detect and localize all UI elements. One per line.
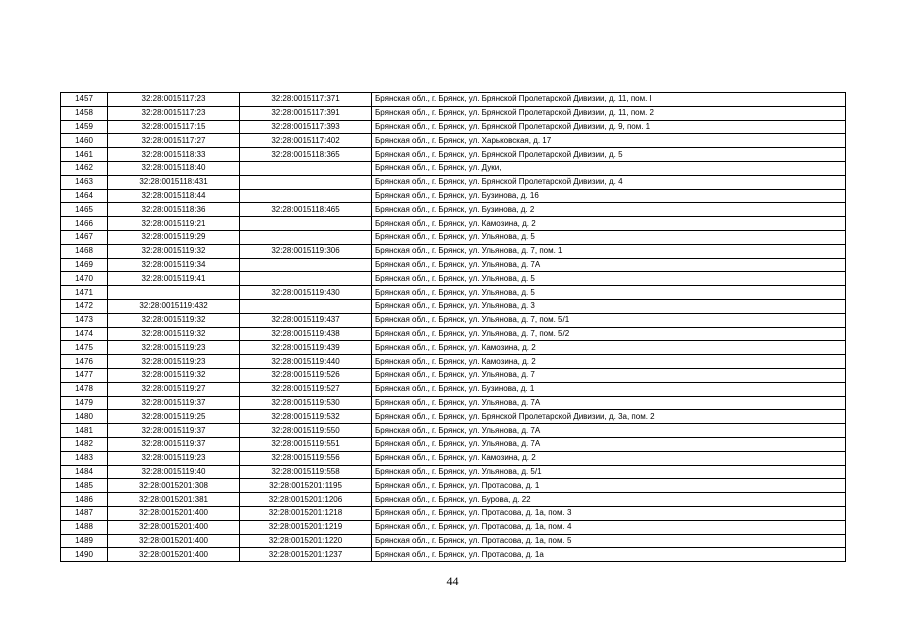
row-number-cell: 1485 <box>61 479 108 493</box>
cadastral-number-cell: 32:28:0015119:32 <box>108 313 240 327</box>
object-cadastral-number-cell: 32:28:0015201:1195 <box>240 479 372 493</box>
address-cell: Брянская обл., г. Брянск, ул. Брянской Пролетарской Дивизии, д. 4 <box>372 175 846 189</box>
cadastral-table-body <box>61 93 846 562</box>
address-cell: Брянская обл., г. Брянск, ул. Камозина, д. 2 <box>372 341 846 355</box>
table-row <box>61 355 846 369</box>
address-cell: Брянская обл., г. Брянск, ул. Ульянова, д. 7 <box>372 368 846 382</box>
table-row <box>61 244 846 258</box>
table-row <box>61 451 846 465</box>
row-number-cell: 1483 <box>61 451 108 465</box>
object-cadastral-number-cell: 32:28:0015119:438 <box>240 327 372 341</box>
table-row <box>61 327 846 341</box>
cadastral-table <box>60 92 846 562</box>
address-cell: Брянская обл., г. Брянск, ул. Ульянова, д. 7А <box>372 437 846 451</box>
object-cadastral-number-cell: 32:28:0015201:1219 <box>240 520 372 534</box>
cadastral-number-cell: 32:28:0015118:44 <box>108 189 240 203</box>
row-number-cell: 1458 <box>61 106 108 120</box>
table-row <box>61 341 846 355</box>
object-cadastral-number-cell: 32:28:0015201:1237 <box>240 548 372 562</box>
object-cadastral-number-cell: 32:28:0015119:551 <box>240 437 372 451</box>
table-row <box>61 120 846 134</box>
row-number-cell: 1467 <box>61 230 108 244</box>
object-cadastral-number-cell <box>240 217 372 231</box>
address-cell: Брянская обл., г. Брянск, ул. Камозина, д. 2 <box>372 355 846 369</box>
address-cell: Брянская обл., г. Брянск, ул. Брянской Пролетарской Дивизии, д. 11, пом. I <box>372 93 846 107</box>
row-number-cell: 1461 <box>61 148 108 162</box>
table-row <box>61 106 846 120</box>
object-cadastral-number-cell: 32:28:0015201:1218 <box>240 506 372 520</box>
row-number-cell: 1477 <box>61 368 108 382</box>
page-number: 44 <box>446 574 459 588</box>
row-number-cell: 1470 <box>61 272 108 286</box>
address-cell: Брянская обл., г. Брянск, ул. Ульянова, д. 7А <box>372 396 846 410</box>
row-number-cell: 1488 <box>61 520 108 534</box>
object-cadastral-number-cell: 32:28:0015201:1206 <box>240 493 372 507</box>
object-cadastral-number-cell: 32:28:0015119:527 <box>240 382 372 396</box>
cadastral-number-cell: 32:28:0015118:40 <box>108 161 240 175</box>
cadastral-number-cell: 32:28:0015119:27 <box>108 382 240 396</box>
table-row <box>61 175 846 189</box>
cadastral-number-cell: 32:28:0015117:15 <box>108 120 240 134</box>
cadastral-number-cell: 32:28:0015119:37 <box>108 396 240 410</box>
table-row <box>61 396 846 410</box>
cadastral-number-cell <box>108 286 240 300</box>
object-cadastral-number-cell: 32:28:0015117:371 <box>240 93 372 107</box>
cadastral-number-cell: 32:28:0015201:400 <box>108 548 240 562</box>
object-cadastral-number-cell: 32:28:0015119:430 <box>240 286 372 300</box>
address-cell: Брянская обл., г. Брянск, ул. Ульянова, д. 7, пом. 1 <box>372 244 846 258</box>
cadastral-number-cell: 32:28:0015119:23 <box>108 355 240 369</box>
address-cell: Брянская обл., г. Брянск, ул. Бузинова, д. 2 <box>372 203 846 217</box>
cadastral-number-cell: 32:28:0015117:23 <box>108 106 240 120</box>
table-row <box>61 382 846 396</box>
cadastral-number-cell: 32:28:0015119:29 <box>108 230 240 244</box>
object-cadastral-number-cell: 32:28:0015119:556 <box>240 451 372 465</box>
table-row <box>61 230 846 244</box>
object-cadastral-number-cell: 32:28:0015117:391 <box>240 106 372 120</box>
row-number-cell: 1469 <box>61 258 108 272</box>
object-cadastral-number-cell: 32:28:0015119:440 <box>240 355 372 369</box>
object-cadastral-number-cell: 32:28:0015119:532 <box>240 410 372 424</box>
cadastral-number-cell: 32:28:0015119:432 <box>108 299 240 313</box>
cadastral-number-cell: 32:28:0015119:32 <box>108 368 240 382</box>
address-cell: Брянская обл., г. Брянск, ул. Протасова, д. 1а, пом. 4 <box>372 520 846 534</box>
row-number-cell: 1486 <box>61 493 108 507</box>
table-row <box>61 493 846 507</box>
object-cadastral-number-cell: 32:28:0015118:465 <box>240 203 372 217</box>
row-number-cell: 1490 <box>61 548 108 562</box>
table-row <box>61 258 846 272</box>
object-cadastral-number-cell <box>240 299 372 313</box>
row-number-cell: 1481 <box>61 424 108 438</box>
cadastral-number-cell: 32:28:0015119:40 <box>108 465 240 479</box>
object-cadastral-number-cell: 32:28:0015117:402 <box>240 134 372 148</box>
address-cell: Брянская обл., г. Брянск, ул. Ульянова, д. 7А <box>372 258 846 272</box>
object-cadastral-number-cell: 32:28:0015118:365 <box>240 148 372 162</box>
row-number-cell: 1476 <box>61 355 108 369</box>
cadastral-number-cell: 32:28:0015119:25 <box>108 410 240 424</box>
row-number-cell: 1479 <box>61 396 108 410</box>
row-number-cell: 1460 <box>61 134 108 148</box>
address-cell: Брянская обл., г. Брянск, ул. Бурова, д. 22 <box>372 493 846 507</box>
address-cell: Брянская обл., г. Брянск, ул. Брянской Пролетарской Дивизии, д. 9, пом. 1 <box>372 120 846 134</box>
table-row <box>61 479 846 493</box>
address-cell: Брянская обл., г. Брянск, ул. Протасова, д. 1а, пом. 5 <box>372 534 846 548</box>
table-row <box>61 465 846 479</box>
row-number-cell: 1478 <box>61 382 108 396</box>
cadastral-number-cell: 32:28:0015119:37 <box>108 437 240 451</box>
table-row <box>61 299 846 313</box>
table-row <box>61 437 846 451</box>
cadastral-number-cell: 32:28:0015119:23 <box>108 451 240 465</box>
cadastral-number-cell: 32:28:0015201:400 <box>108 506 240 520</box>
object-cadastral-number-cell: 32:28:0015119:437 <box>240 313 372 327</box>
row-number-cell: 1465 <box>61 203 108 217</box>
row-number-cell: 1464 <box>61 189 108 203</box>
table-row <box>61 161 846 175</box>
row-number-cell: 1475 <box>61 341 108 355</box>
address-cell: Брянская обл., г. Брянск, ул. Камозина, д. 2 <box>372 451 846 465</box>
table-row <box>61 286 846 300</box>
row-number-cell: 1472 <box>61 299 108 313</box>
table-row <box>61 520 846 534</box>
cadastral-number-cell: 32:28:0015118:431 <box>108 175 240 189</box>
cadastral-number-cell: 32:28:0015117:27 <box>108 134 240 148</box>
address-cell: Брянская обл., г. Брянск, ул. Ульянова, д. 5 <box>372 286 846 300</box>
address-cell: Брянская обл., г. Брянск, ул. Камозина, д. 2 <box>372 217 846 231</box>
table-row <box>61 203 846 217</box>
cadastral-number-cell: 32:28:0015119:21 <box>108 217 240 231</box>
row-number-cell: 1484 <box>61 465 108 479</box>
cadastral-number-cell: 32:28:0015118:36 <box>108 203 240 217</box>
cadastral-number-cell: 32:28:0015117:23 <box>108 93 240 107</box>
row-number-cell: 1462 <box>61 161 108 175</box>
cadastral-number-cell: 32:28:0015201:381 <box>108 493 240 507</box>
table-row <box>61 410 846 424</box>
object-cadastral-number-cell <box>240 230 372 244</box>
object-cadastral-number-cell: 32:28:0015119:526 <box>240 368 372 382</box>
table-row <box>61 217 846 231</box>
row-number-cell: 1468 <box>61 244 108 258</box>
table-row <box>61 93 846 107</box>
address-cell: Брянская обл., г. Брянск, ул. Дуки, <box>372 161 846 175</box>
table-row <box>61 134 846 148</box>
object-cadastral-number-cell <box>240 189 372 203</box>
row-number-cell: 1457 <box>61 93 108 107</box>
object-cadastral-number-cell <box>240 272 372 286</box>
table-row <box>61 424 846 438</box>
row-number-cell: 1480 <box>61 410 108 424</box>
address-cell: Брянская обл., г. Брянск, ул. Ульянова, д. 5/1 <box>372 465 846 479</box>
object-cadastral-number-cell: 32:28:0015201:1220 <box>240 534 372 548</box>
address-cell: Брянская обл., г. Брянск, ул. Ульянова, д. 7А <box>372 424 846 438</box>
cadastral-number-cell: 32:28:0015119:34 <box>108 258 240 272</box>
object-cadastral-number-cell: 32:28:0015119:558 <box>240 465 372 479</box>
cadastral-number-cell: 32:28:0015118:33 <box>108 148 240 162</box>
address-cell: Брянская обл., г. Брянск, ул. Брянской Пролетарской Дивизии, д. 5 <box>372 148 846 162</box>
cadastral-number-cell: 32:28:0015119:41 <box>108 272 240 286</box>
row-number-cell: 1459 <box>61 120 108 134</box>
row-number-cell: 1482 <box>61 437 108 451</box>
address-cell: Брянская обл., г. Брянск, ул. Бузинова, д. 16 <box>372 189 846 203</box>
cadastral-number-cell: 32:28:0015201:308 <box>108 479 240 493</box>
object-cadastral-number-cell: 32:28:0015117:393 <box>240 120 372 134</box>
address-cell: Брянская обл., г. Брянск, ул. Протасова, д. 1 <box>372 479 846 493</box>
cadastral-number-cell: 32:28:0015119:32 <box>108 244 240 258</box>
cadastral-number-cell: 32:28:0015119:37 <box>108 424 240 438</box>
object-cadastral-number-cell: 32:28:0015119:550 <box>240 424 372 438</box>
table-row <box>61 534 846 548</box>
cadastral-number-cell: 32:28:0015119:32 <box>108 327 240 341</box>
cadastral-number-cell: 32:28:0015201:400 <box>108 520 240 534</box>
cadastral-number-cell: 32:28:0015201:400 <box>108 534 240 548</box>
address-cell: Брянская обл., г. Брянск, ул. Харьковская, д. 17 <box>372 134 846 148</box>
address-cell: Брянская обл., г. Брянск, ул. Ульянова, д. 3 <box>372 299 846 313</box>
table-row <box>61 368 846 382</box>
address-cell: Брянская обл., г. Брянск, ул. Ульянова, д. 5 <box>372 272 846 286</box>
object-cadastral-number-cell: 32:28:0015119:530 <box>240 396 372 410</box>
row-number-cell: 1473 <box>61 313 108 327</box>
table-row <box>61 506 846 520</box>
address-cell: Брянская обл., г. Брянск, ул. Брянской Пролетарской Дивизии, д. 11, пом. 2 <box>372 106 846 120</box>
object-cadastral-number-cell <box>240 175 372 189</box>
address-cell: Брянская обл., г. Брянск, ул. Бузинова, д. 1 <box>372 382 846 396</box>
table-row <box>61 313 846 327</box>
address-cell: Брянская обл., г. Брянск, ул. Ульянова, д. 7, пом. 5/1 <box>372 313 846 327</box>
object-cadastral-number-cell <box>240 258 372 272</box>
table-row <box>61 272 846 286</box>
object-cadastral-number-cell <box>240 161 372 175</box>
cadastral-number-cell: 32:28:0015119:23 <box>108 341 240 355</box>
address-cell: Брянская обл., г. Брянск, ул. Протасова, д. 1а, пом. 3 <box>372 506 846 520</box>
row-number-cell: 1489 <box>61 534 108 548</box>
row-number-cell: 1487 <box>61 506 108 520</box>
row-number-cell: 1463 <box>61 175 108 189</box>
table-row <box>61 148 846 162</box>
table-row <box>61 189 846 203</box>
row-number-cell: 1466 <box>61 217 108 231</box>
row-number-cell: 1474 <box>61 327 108 341</box>
object-cadastral-number-cell: 32:28:0015119:439 <box>240 341 372 355</box>
object-cadastral-number-cell: 32:28:0015119:306 <box>240 244 372 258</box>
address-cell: Брянская обл., г. Брянск, ул. Ульянова, д. 5 <box>372 230 846 244</box>
row-number-cell: 1471 <box>61 286 108 300</box>
address-cell: Брянская обл., г. Брянск, ул. Ульянова, д. 7, пом. 5/2 <box>372 327 846 341</box>
address-cell: Брянская обл., г. Брянск, ул. Брянской Пролетарской Дивизии, д. 3а, пом. 2 <box>372 410 846 424</box>
address-cell: Брянская обл., г. Брянск, ул. Протасова, д. 1а <box>372 548 846 562</box>
table-row <box>61 548 846 562</box>
